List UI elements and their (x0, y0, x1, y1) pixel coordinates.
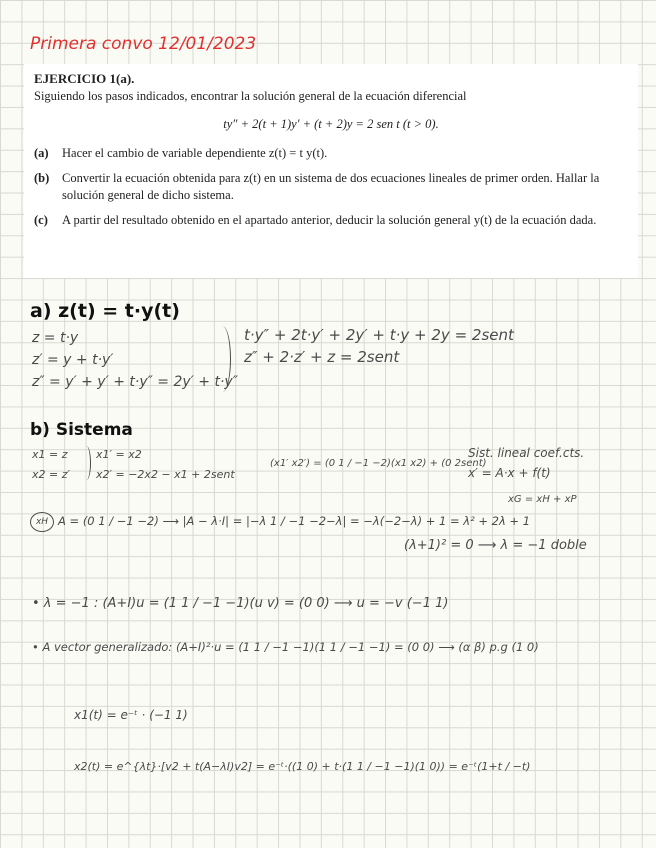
item-text: Hacer el cambio de variable dependiente z(t) = t y(t). (62, 146, 328, 161)
xh-char-poly: A = (0 1 / −1 −2) ⟶ |A − λ·I| = |−λ 1 / −1 −2−λ| = −λ(−2−λ) + 1 = λ² + 2λ + 1 (58, 514, 531, 528)
section-a-line-2: z′ = y + t·y′ (32, 352, 114, 368)
item-text: A partir del resultado obtenido en el apartado anterior, deducir la solución general y(t) de la ecuación dada. (62, 212, 597, 227)
section-a-line-3: z″ = y′ + y′ + t·y″ = 2y′ + t·y″ (32, 374, 238, 390)
xh-double-root: (λ+1)² = 0 ⟶ λ = −1 doble (404, 538, 587, 553)
item-label: (c) (34, 212, 48, 227)
section-b-sist-label: Sist. lineal coef.cts. (468, 446, 585, 460)
section-b-form: x′ = A·x + f(t) (468, 466, 551, 480)
section-b-eq-2: x2′ = −2x2 − x1 + 2sent (96, 468, 235, 481)
section-a-brace (214, 326, 231, 392)
section-b-def-2: x2 = z′ (32, 468, 70, 481)
item-label: (a) (34, 146, 49, 161)
item-text: Convertir la ecuación obtenida para z(t) en un sistema de dos ecuaciones lineales de primer orden. Hallar la solución general de dicho sistema. (62, 171, 600, 203)
exercise-item-a (34, 145, 628, 162)
section-a-heading: a) z(t) = t·y(t) (30, 300, 180, 322)
section-a-right-1: t·y″ + 2t·y′ + 2y′ + t·y + 2y = 2sent (244, 326, 514, 344)
exercise-item-c (34, 212, 628, 229)
exercise-item-b (34, 170, 628, 204)
section-a-line-1: z = t·y (32, 330, 79, 346)
solution-x1: x1(t) = e⁻ᵗ · (−1 1) (74, 708, 188, 722)
section-b-matrix-system: (x1′ x2′) = (0 1 / −1 −2)(x1 x2) + (0 2sent) (270, 458, 487, 469)
xh-circled-label: xH (30, 512, 54, 532)
eigenvector-line: • λ = −1 : (A+I)u = (1 1 / −1 −1)(u v) = (0 0) ⟶ u = −v (−1 1) (32, 596, 449, 611)
exercise-equation: ty″ + 2(t + 1)y′ + (t + 2)y = 2 sen t (t > 0). (223, 117, 439, 132)
generalized-vector-line: • A vector generalizado: (A+I)²·u = (1 1 / −1 −1)(1 1 / −1 −1) = (0 0) ⟶ (α β) p.g (1 0) (32, 640, 539, 654)
item-label: (b) (34, 171, 50, 186)
section-b-brace (82, 446, 91, 480)
exercise-statement (24, 64, 638, 278)
section-a-right-2: z″ + 2·z′ + z = 2sent (244, 348, 400, 366)
section-b-def-1: x1 = z (32, 448, 68, 461)
exercise-title: EJERCICIO 1(a). (34, 71, 135, 86)
section-b-eq-1: x1′ = x2 (96, 448, 142, 461)
solution-x2: x2(t) = e^{λt}·[v2 + t(A−λI)v2] = e⁻ᵗ·((1 0) + t·(1 1 / −1 −1)(1 0)) = e⁻ᵗ(1+t / −t) (74, 760, 531, 773)
exercise-intro: Siguiendo los pasos indicados, encontrar la solución general de la ecuación diferencial (34, 88, 467, 103)
section-b-xg: xG = xH + xP (508, 494, 577, 505)
section-b-heading: b) Sistema (30, 420, 133, 440)
page-header-title: Primera convo 12/01/2023 (30, 34, 257, 54)
